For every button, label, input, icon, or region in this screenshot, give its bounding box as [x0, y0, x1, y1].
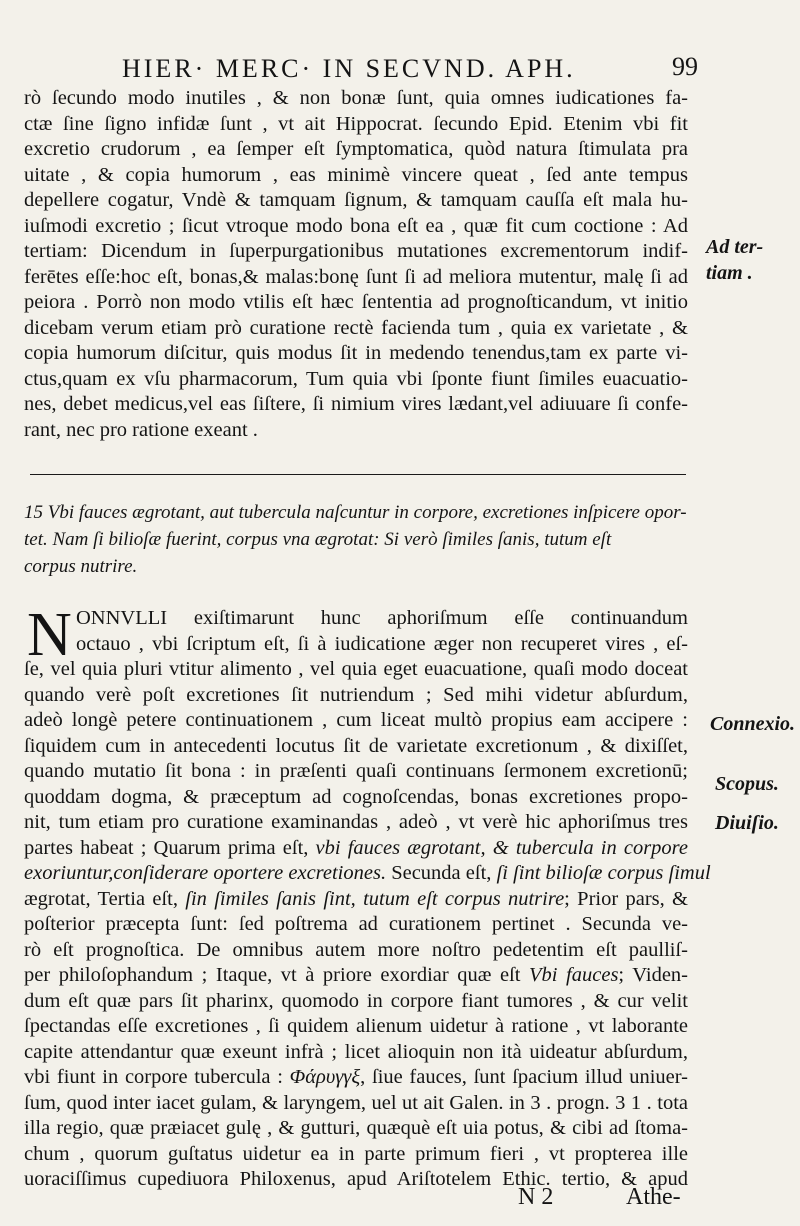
- text-run: per philoſophandum ; Itaque, vt à priore exordiar quæ eſt: [24, 964, 530, 986]
- italic-run: Vbi fauces: [529, 964, 619, 986]
- text-line: excretio crudorum , ea ſemper eſt ſymptomatica, quòd natura ſtimulata pra: [24, 138, 688, 160]
- commentary-text: [24, 601, 711, 1193]
- text-line: dum eſt quæ pars ſit pharinx, quomodo in corpore fiant tumores , & cur velit: [24, 989, 688, 1012]
- text-line: chum , quorum guſtatus uidetur ea in parte primum fieri , vt propterea ille: [24, 1142, 688, 1165]
- italic-run: ſi ſint bilioſæ corpus ſimul: [496, 862, 711, 884]
- text-line: capite attendantur quæ exeunt infrà ; licet alioquin non ità uideatur abſurdum,: [24, 1040, 688, 1063]
- text-line: rò eſt prognoſtica. De omnibus autem more noſtro pedetentim eſt paulliſ-: [24, 938, 688, 961]
- page-header: [108, 52, 698, 88]
- text-run: , ſiue fauces, ſunt ſpacium illud uniuer-: [360, 1066, 689, 1088]
- text-line: [24, 1065, 688, 1091]
- text-line: nit, tum etiam pro curatione examinandas , adeò , vt verè hic aphoriſmus tres: [24, 811, 688, 833]
- text-line: dicebam verum etiam prò curatione rectè facienda tum , quia ex varietate , &: [24, 316, 688, 339]
- text-line: ferētes eſſe:hoc eſt, bonas,& malas:bonę ſunt ſi ad meliora mutentur, malę ſi ad: [24, 265, 688, 288]
- aphorism-line: corpus nutrire.: [24, 556, 138, 577]
- text-line: [24, 861, 711, 887]
- aphorism-line: 15 Vbi fauces ægrotant, aut tubercula naſcuntur in corpore, excretiones inſpicere opor-: [24, 502, 687, 523]
- text-line: iuſmodi excretio ; ſicut vtroque modo bona eſt ea , quæ fit cum coctione : Ad: [24, 214, 688, 237]
- text-line: [24, 836, 688, 862]
- text-line: adeò longè petere continuationem , cum liceat multò propius eam accipere :: [24, 709, 688, 731]
- text-line: peiora . Porrò non modo vtilis eſt hæc ſententia ad prognoſticandum, vt initio: [24, 291, 688, 313]
- catchword: Athe-: [626, 1184, 681, 1210]
- greek-word: Φάρυγγξ: [289, 1066, 361, 1088]
- text-line: ctæ ſine ſigno infidæ ſunt , vt ait Hippocrat. ſecundo Epid. Etenim vbi fit: [24, 112, 688, 135]
- italic-run: vbi fauces ægrotant, & tubercula in corpore: [315, 836, 688, 859]
- text-line: ONNVLLI exiſtimarunt hunc aphoriſmum eſſe continuandum: [76, 607, 688, 629]
- text-run: vbi fiunt in corpore tubercula :: [24, 1066, 290, 1088]
- section-divider: [30, 474, 686, 475]
- italic-run: exoriuntur,conſiderare oportere excretiones.: [24, 862, 387, 884]
- margin-note: Diuiſio.: [715, 812, 779, 834]
- margin-note: Connexio.: [710, 713, 796, 735]
- drop-cap: N: [27, 601, 72, 669]
- text-line: ſe, vel quia pluri vtitur alimento , vel quia eget euacuatione, quaſi modo doceat: [24, 658, 688, 680]
- aphorism-line: tet. Nam ſi bilioſæ fuerint, corpus vna ægrotat: Si verò ſimiles ſanis, tutum eſt: [24, 529, 612, 550]
- signature-mark: N 2: [518, 1184, 554, 1210]
- text-line: copia humorum diſcitur, quis modus ſit in medendo tenendus,tam ex parte vi-: [24, 342, 688, 364]
- text-line: quando mutatio ſit bona : in præſenti quaſi continuans ſermonem excretionū;: [24, 760, 688, 782]
- commentary-text: [24, 86, 688, 443]
- text-run: Secunda eſt,: [386, 862, 497, 884]
- text-line: uitate , & copia humorum , eas minimè vincere queat , ſed ante tempus: [24, 163, 688, 186]
- text-line: nes, debet medicus,vel eas ſiſtere, ſi nimium vires lædant,vel adiuuare ſi confe-: [24, 393, 688, 415]
- running-head: HIER· MERC· IN SECVND. APH.: [122, 54, 576, 83]
- text-line: ſiquidem cum in antecedenti locutus ſit de varietate excretionum , & dixiſſet,: [24, 734, 688, 757]
- text-run: ægrotat, Tertia eſt,: [24, 887, 186, 910]
- text-line: ctus,quam ex vſu pharmacorum, Tum quia vbi ſponte fiunt ſimiles euacuatio-: [24, 367, 688, 390]
- text-line: rò ſecundo modo inutiles , & non bonæ ſunt, quia omnes iudicationes fa-: [24, 87, 688, 109]
- text-line: [24, 963, 688, 989]
- margin-note: Ad ter-: [706, 236, 764, 258]
- text-line: illa regio, quæ præiacet gulę , & gutturi, quæquè eſt uia potus, & cibi ad ſtoma-: [24, 1117, 688, 1139]
- text-line: octauo , vbi ſcriptum eſt, ſi à iudicatione æger non recuperet vires , eſ-: [76, 632, 688, 655]
- text-line: quoddam dogma, & præceptum ad cognoſcendas, bonas excretiones propo-: [24, 785, 688, 808]
- text-line: uoraciſſimus cupediuora Philoxenus, apud Ariſtotelem Ethic. tertio, & apud: [24, 1168, 688, 1190]
- italic-run: ſin ſimiles ſanis ſint, tutum eſt corpus nutrire: [185, 887, 565, 910]
- text-line: tertiam: Dicendum in ſuperpurgationibus mutationes excrementorum indif-: [24, 240, 688, 262]
- text-line: rant, nec pro ratione exeant .: [24, 418, 258, 441]
- text-line: quando verè poſt excretiones ſit nutriendum ; Sed mihi videtur abſurdum,: [24, 683, 688, 706]
- margin-note: Scopus.: [715, 773, 779, 795]
- page-number: 99: [672, 52, 698, 81]
- margin-note: tiam .: [706, 262, 753, 284]
- text-run: partes habeat ; Quarum prima eſt,: [24, 836, 316, 859]
- text-line: [24, 887, 688, 913]
- text-line: poſterior præcepta ſunt: ſed poſtrema ad curationem pertinet . Secunda ve-: [24, 913, 688, 935]
- text-line: ſpectandas eſſe excretiones , ſi quidem alienum uidetur à ratione , vt laborante: [24, 1015, 688, 1037]
- aphorism-text: [24, 499, 688, 580]
- text-line: depellere cogatur, Vndè & tamquam ſignum, & tamquam cauſſa eſt mala hu-: [24, 189, 688, 211]
- text-run: ; Prior pars, &: [564, 887, 688, 910]
- text-line: ſum, quod inter iacet gulam, & laryngem, uel ut ait Galen. in 3 . progn. 3 1 . tota: [24, 1091, 688, 1114]
- text-run: ; Viden-: [618, 964, 688, 986]
